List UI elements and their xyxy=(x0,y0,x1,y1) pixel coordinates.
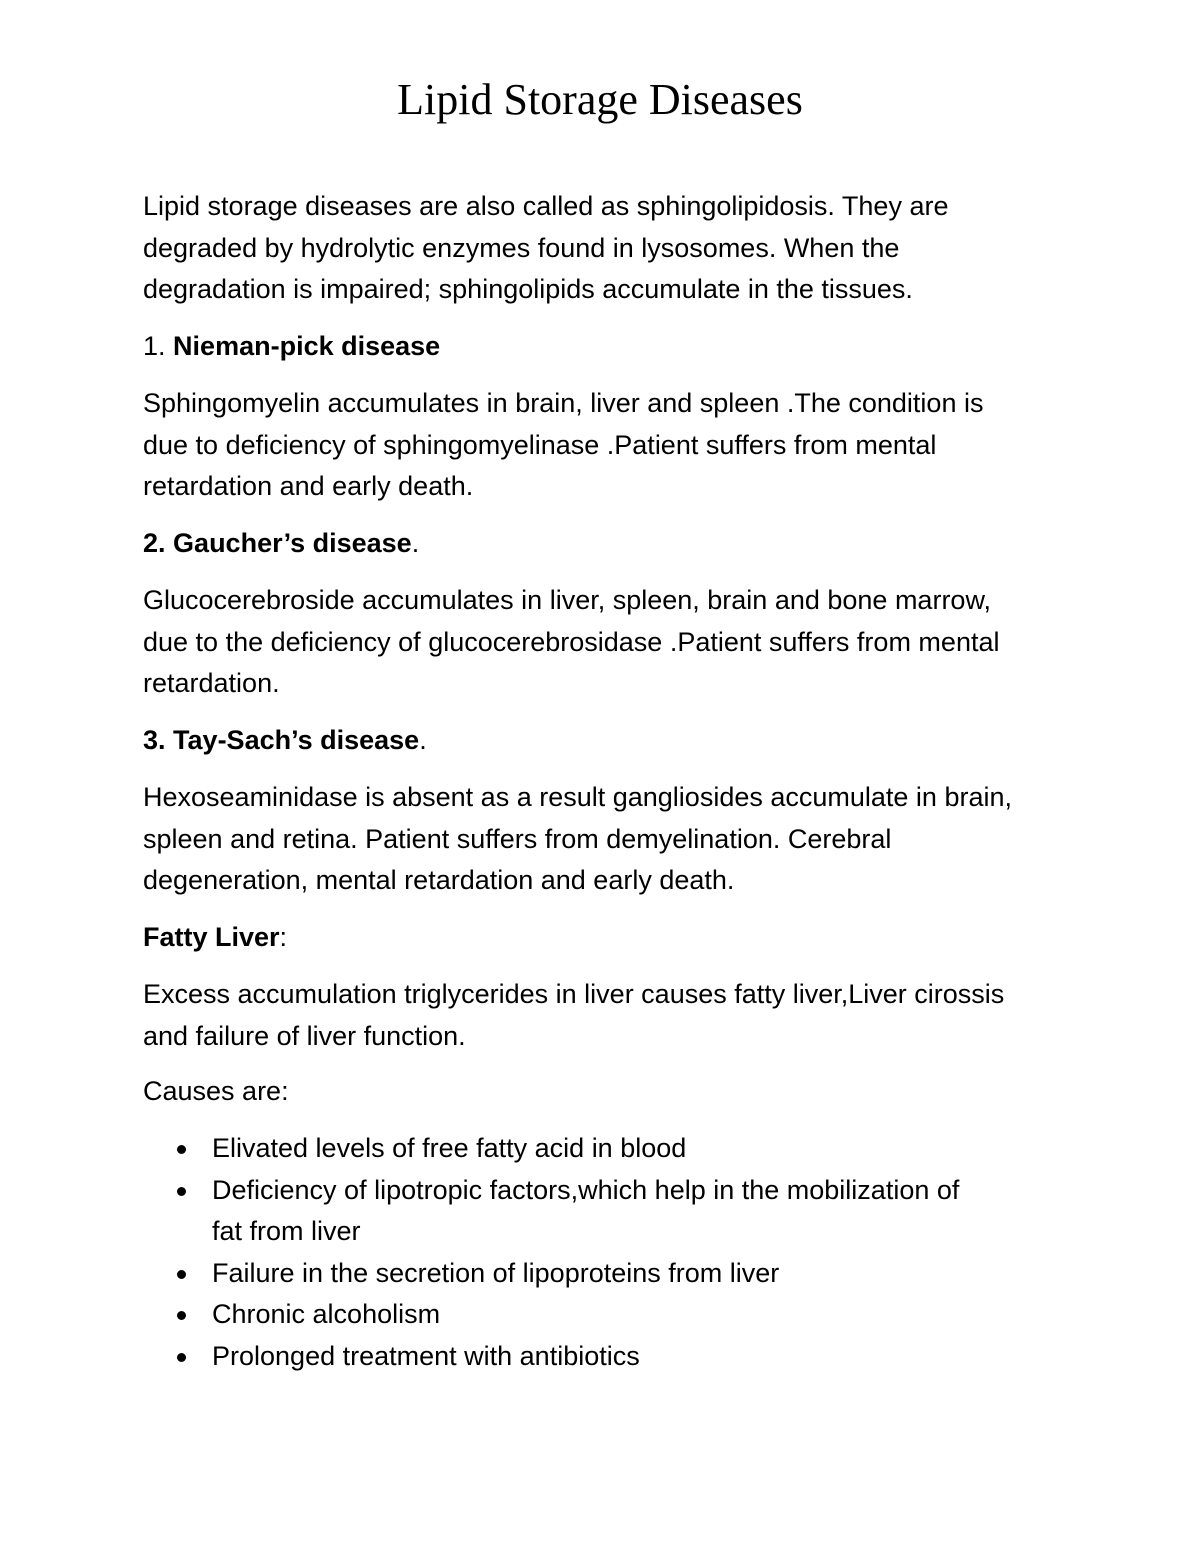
intro-line: degradation is impaired; sphingolipids accumulate in the tissues. xyxy=(143,274,913,304)
list-item-line: Deficiency of lipotropic factors,which help in the mobilization of xyxy=(212,1174,960,1205)
list-item-line: Elivated levels of free fatty acid in blood xyxy=(212,1133,687,1163)
list-item xyxy=(143,1294,1073,1336)
section-suffix: . xyxy=(411,528,420,558)
paragraph-line: spleen and retina. Patient suffers from demyelination. Cerebral xyxy=(143,823,892,854)
list-item-line: Failure in the secretion of lipoproteins from liver xyxy=(212,1257,780,1288)
section-heading-nieman-pick xyxy=(143,326,440,366)
bullet-icon xyxy=(177,1270,186,1279)
intro-line: Lipid storage diseases are also called as sphingolipidosis. They are xyxy=(143,191,949,221)
section-title: Gaucher’s disease xyxy=(173,528,412,558)
causes-list xyxy=(143,1128,1073,1377)
causes-label: Causes are: xyxy=(143,1076,289,1106)
section-number: 2. xyxy=(143,528,166,558)
paragraph-line: Excess accumulation triglycerides in liver causes fatty liver,Liver cirossis xyxy=(143,979,1005,1009)
page-title: Lipid Storage Diseases xyxy=(397,75,803,124)
paragraph-line: retardation and early death. xyxy=(143,471,474,501)
paragraph-line: due to the deficiency of glucocerebrosidase .Patient suffers from mental xyxy=(143,626,1000,657)
paragraph-line: and failure of liver function. xyxy=(143,1020,466,1051)
paragraph-line: retardation. xyxy=(143,668,280,698)
intro-paragraph xyxy=(143,186,1073,311)
bullet-icon xyxy=(177,1145,186,1154)
fatty-liver-heading xyxy=(143,917,287,957)
section-number: 3. xyxy=(143,725,166,755)
section-title: Nieman-pick disease xyxy=(173,331,441,361)
list-item xyxy=(143,1170,1073,1253)
list-item-line: fat from liver xyxy=(212,1216,361,1246)
list-item-line: Chronic alcoholism xyxy=(212,1299,441,1329)
paragraph-line: due to deficiency of sphingomyelinase .Patient suffers from mental xyxy=(143,429,937,460)
paragraph-line: Sphingomyelin accumulates in brain, liver and spleen .The condition is xyxy=(143,388,984,418)
section-heading-tay-sach xyxy=(143,720,427,760)
section-heading-gaucher xyxy=(143,523,419,563)
bullet-icon xyxy=(177,1353,186,1362)
section-paragraph-nieman-pick xyxy=(143,383,1073,508)
bullet-icon xyxy=(177,1187,186,1196)
list-item-line: Prolonged treatment with antibiotics xyxy=(212,1340,640,1371)
section-suffix: : xyxy=(279,922,288,952)
section-number: 1. xyxy=(143,331,166,361)
list-item xyxy=(143,1336,1073,1378)
paragraph-line: degeneration, mental retardation and early death. xyxy=(143,865,735,895)
section-title: Tay-Sach’s disease xyxy=(173,725,420,755)
paragraph-line: Glucocerebroside accumulates in liver, spleen, brain and bone marrow, xyxy=(143,585,991,615)
section-suffix: . xyxy=(419,725,427,755)
bullet-icon xyxy=(177,1311,186,1320)
paragraph-line: Hexoseaminidase is absent as a result gangliosides accumulate in brain, xyxy=(143,782,1012,812)
list-item xyxy=(143,1128,1073,1170)
list-item xyxy=(143,1253,1073,1295)
section-title: Fatty Liver xyxy=(143,922,280,952)
section-paragraph-tay-sach xyxy=(143,777,1073,902)
fatty-liver-paragraph xyxy=(143,974,1073,1057)
intro-line: degraded by hydrolytic enzymes found in lysosomes. When the xyxy=(143,232,900,263)
section-paragraph-gaucher xyxy=(143,580,1073,705)
